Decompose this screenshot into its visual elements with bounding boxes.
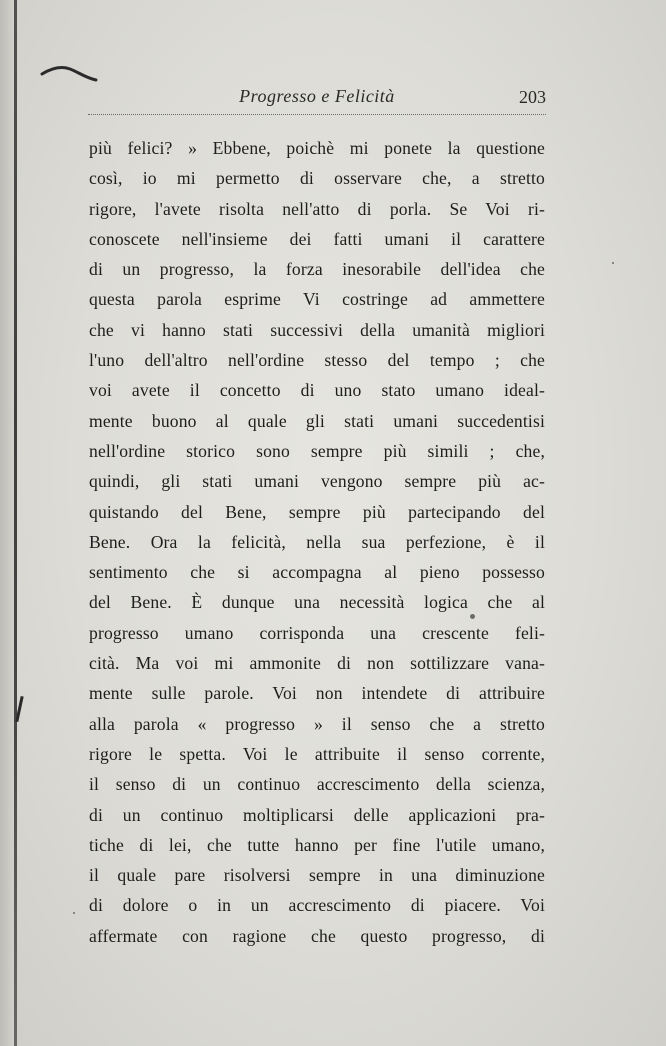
text-line: quistando del Bene, sempre più partecipando del (89, 501, 545, 522)
text-line: mente sulle parole. Voi non intendete di attribuire (89, 683, 545, 704)
text-line: affermate con ragione che questo progresso, di (89, 925, 545, 946)
text-line: progresso umano corrisponda una crescente feli- (89, 622, 545, 643)
text-line: del Bene. È dunque una necessità logica che al (89, 592, 545, 613)
text-line: conoscete nell'insieme dei fatti umani il carattere (89, 228, 545, 249)
text-line: quindi, gli stati umani vengono sempre più ac- (89, 471, 545, 492)
text-line: che vi hanno stati successivi della umanità migliori (89, 319, 545, 340)
text-line: più felici? » Ebbene, poichè mi ponete la questione (89, 138, 545, 158)
paper-speck (612, 262, 614, 264)
paper-speck (470, 614, 475, 619)
text-line: cità. Ma voi mi ammonite di non sottilizzare vana- (89, 653, 545, 674)
text-line: Bene. Ora la felicità, nella sua perfezione, è il (89, 531, 545, 552)
text-line: il senso di un continuo accrescimento della scienza, (89, 774, 545, 795)
text-line: di un continuo moltiplicarsi delle applicazioni pra- (89, 804, 545, 825)
page-header (88, 86, 546, 114)
text-line: rigore le spetta. Voi le attribuite il senso corrente, (89, 743, 545, 764)
running-title: Progresso e Felicità (239, 86, 395, 106)
header-rule (88, 114, 546, 115)
page-gutter-shadow (0, 0, 14, 1046)
page-binding-edge (14, 0, 17, 1046)
text-line: alla parola « progresso » il senso che a stretto (89, 713, 545, 734)
text-line: voi avete il concetto di uno stato umano ideal- (89, 380, 545, 401)
text-line: di dolore o in un accrescimento di piacere. Voi (89, 895, 545, 916)
text-line: sentimento che si accompagna al pieno possesso (89, 562, 545, 583)
text-line: nell'ordine storico sono sempre più simili ; che, (89, 440, 545, 461)
text-line: rigore, l'avete risolta nell'atto di porla. Se Voi ri- (89, 198, 545, 219)
text-line: l'uno dell'altro nell'ordine stesso del tempo ; che (89, 350, 545, 371)
text-line: questa parola esprime Vi costringe ad ammettere (89, 289, 545, 310)
text-line: il quale pare risolversi sempre in una diminuzione (89, 865, 545, 886)
text-line: di un progresso, la forza inesorabile dell'idea che (89, 259, 545, 280)
text-line: mente buono al quale gli stati umani succedentisi (89, 410, 545, 431)
text-line: tiche di lei, che tutte hanno per fine l'utile umano, (89, 834, 545, 855)
page-number: 203 (519, 87, 546, 107)
body-text (89, 133, 545, 951)
text-line: così, io mi permetto di osservare che, a stretto (89, 168, 545, 189)
paper-speck (73, 912, 75, 914)
